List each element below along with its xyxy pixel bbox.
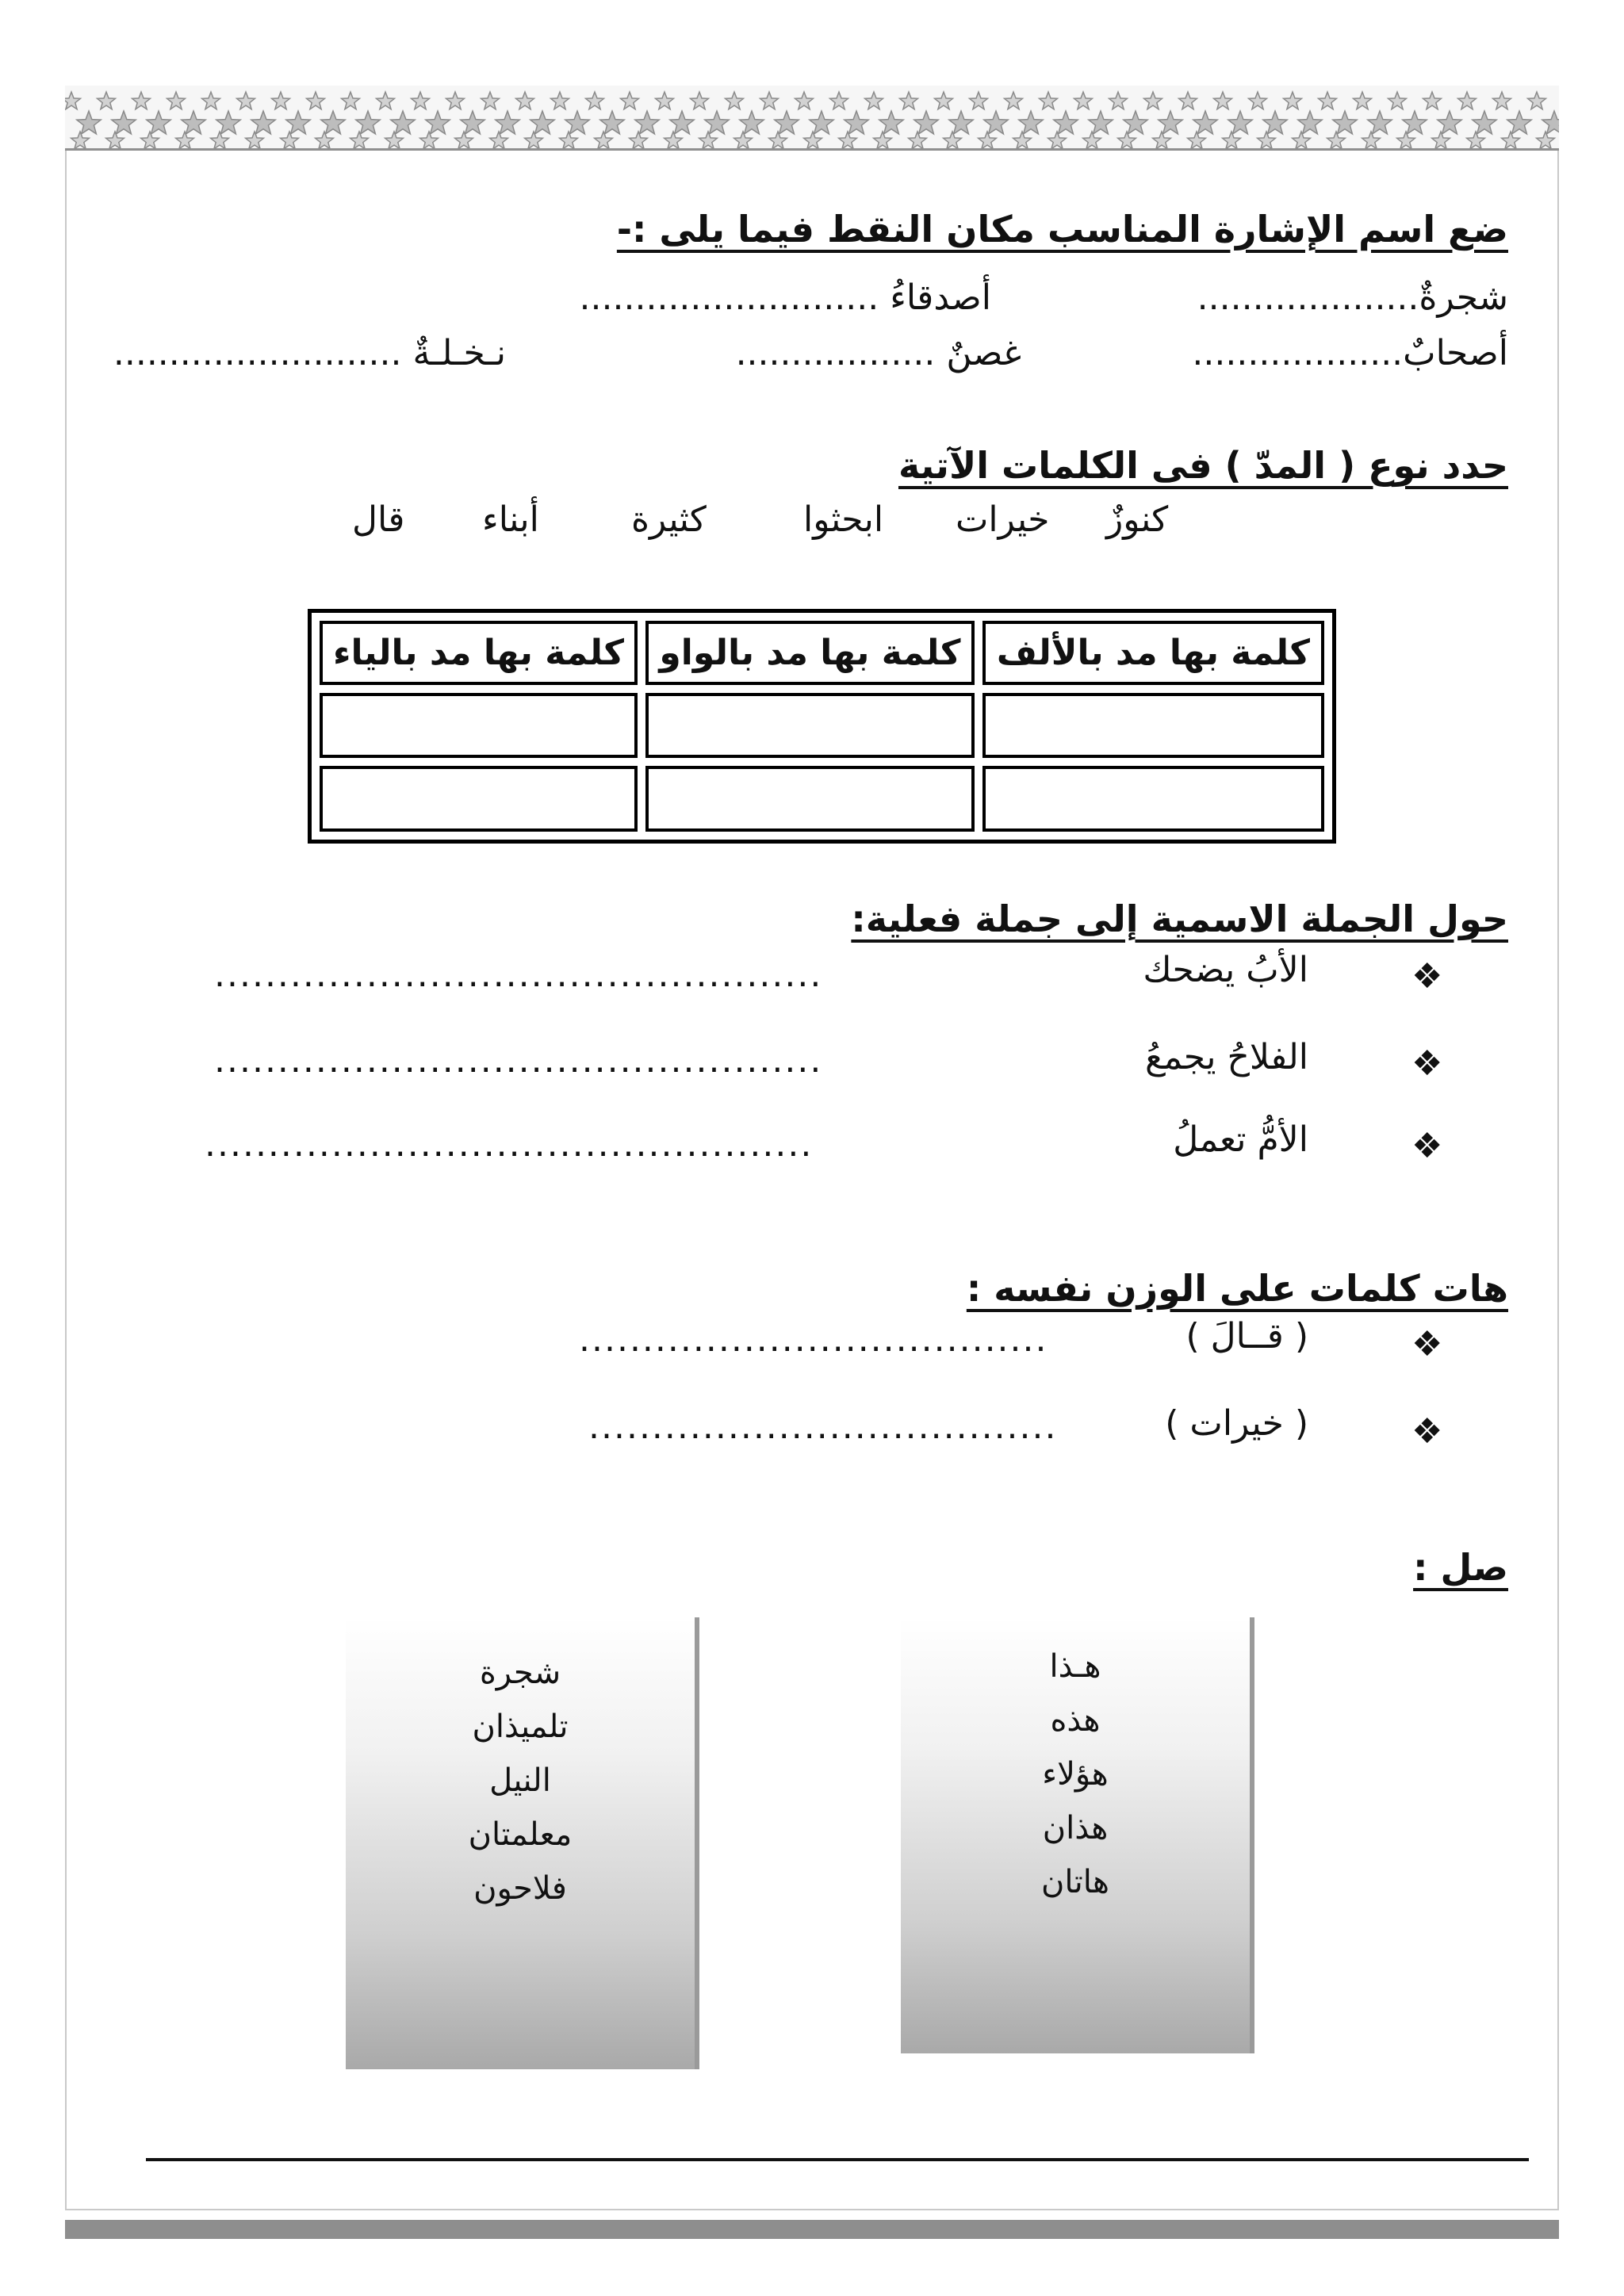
fill-item-5	[113, 333, 506, 373]
match-item[interactable]: هؤلاء	[1042, 1756, 1109, 1793]
fill-item-4	[736, 333, 1021, 373]
madd-word: قال	[352, 499, 405, 540]
match-item[interactable]: هاتان	[1041, 1864, 1109, 1900]
table-header-cell: كلمة بها مد بالألف	[982, 621, 1324, 685]
section5-heading: صل :	[1413, 1546, 1508, 1589]
pattern-word: ( قــالَ )	[1185, 1316, 1308, 1357]
fill-dots: ...................	[1192, 333, 1404, 373]
fill-word: نـخـلـةٌ	[412, 333, 506, 373]
fill-word: أصحابٌ	[1403, 333, 1508, 373]
answer-cell[interactable]	[645, 693, 975, 759]
table-row	[320, 693, 1324, 759]
match-item[interactable]: فلاحون	[473, 1870, 567, 1907]
table-header-cell: كلمة بها مد بالياء	[320, 621, 638, 685]
answer-cell[interactable]	[320, 693, 638, 759]
fill-dots: ..................	[735, 333, 936, 373]
madd-word: أبناء	[482, 499, 539, 540]
nouns-column	[346, 1617, 699, 2069]
sentence-text: الأبُ يضحك	[1143, 950, 1308, 990]
fill-word: أصدقاءُ	[890, 277, 991, 318]
madd-word: خيرات	[956, 499, 1050, 540]
diamond-bullet-icon: ❖	[1411, 1324, 1443, 1364]
section4-heading: هات كلمات على الوزن نفسه :	[966, 1267, 1508, 1310]
fill-word: شجرةٌ	[1419, 277, 1508, 318]
answer-dots: ................................................	[205, 1124, 814, 1165]
answer-dots: .....................................	[588, 1406, 1058, 1447]
answer-cell[interactable]	[320, 766, 638, 832]
answer-dots: .....................................	[579, 1319, 1048, 1360]
section2-heading: حدد نوع ( المدّ ) فى الكلمات الآتية	[898, 444, 1508, 487]
demonstratives-column	[901, 1617, 1254, 2053]
match-item[interactable]: هـذا	[1049, 1648, 1101, 1685]
section1-heading: ضع اسم الإشارة المناسب مكان النقط فيما يلى :-	[616, 208, 1508, 251]
table-header-cell: كلمة بها مد بالواو	[645, 621, 975, 685]
fill-dots: ....................	[1197, 277, 1419, 318]
madd-word: كثيرة	[631, 499, 707, 540]
madd-classification-table	[308, 609, 1336, 844]
diamond-bullet-icon: ❖	[1411, 956, 1443, 997]
fill-item-3	[1192, 333, 1508, 373]
fill-dots: ..........................	[113, 333, 402, 373]
footer-divider	[146, 2158, 1529, 2161]
match-item[interactable]: معلمتان	[468, 1816, 573, 1853]
pattern-word: ( خيرات )	[1165, 1403, 1308, 1444]
answer-dots: ................................................	[214, 955, 823, 995]
star-pattern-icon	[65, 86, 1559, 149]
madd-word: ابحثوا	[803, 499, 884, 540]
diamond-bullet-icon: ❖	[1411, 1411, 1443, 1452]
answer-cell[interactable]	[982, 766, 1324, 832]
footer-bar	[65, 2220, 1559, 2239]
table-row	[320, 766, 1324, 832]
fill-item-1	[1197, 277, 1508, 318]
answer-dots: ................................................	[214, 1040, 823, 1081]
section3-heading: حول الجملة الاسمية إلى جملة فعلية:	[851, 897, 1508, 940]
sentence-text: الفلاحُ يجمعُ	[1144, 1037, 1308, 1077]
fill-dots: ...........................	[579, 277, 879, 318]
diamond-bullet-icon: ❖	[1411, 1043, 1443, 1084]
madd-word: كنوزٌ	[1106, 499, 1169, 540]
match-item[interactable]: تلميذان	[472, 1709, 569, 1745]
table-header-row	[320, 621, 1324, 685]
star-border-decoration	[65, 86, 1559, 151]
match-item[interactable]: النيل	[489, 1762, 551, 1799]
match-item[interactable]: هذه	[1050, 1702, 1101, 1739]
match-item[interactable]: هذان	[1042, 1810, 1109, 1846]
sentence-text: الأمُّ تعملُ	[1173, 1119, 1308, 1160]
fill-item-2	[580, 277, 991, 318]
match-item[interactable]: شجرة	[479, 1655, 561, 1691]
diamond-bullet-icon: ❖	[1411, 1126, 1443, 1166]
answer-cell[interactable]	[982, 693, 1324, 759]
answer-cell[interactable]	[645, 766, 975, 832]
fill-word: غصنٌ	[946, 333, 1021, 373]
